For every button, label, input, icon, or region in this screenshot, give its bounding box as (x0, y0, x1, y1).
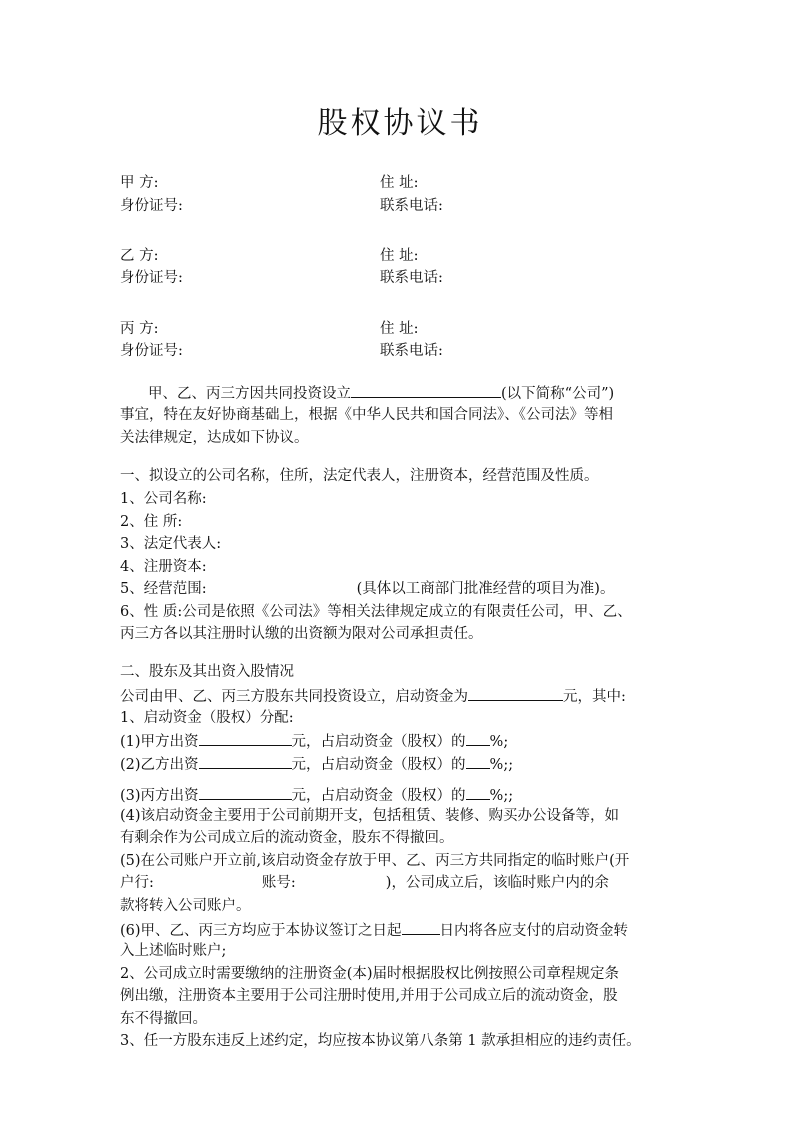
item-2-line-3: 东不得撤回。 (120, 1011, 207, 1027)
clause-6-text-a: (6)甲、乙、丙三方均应于本协议签订之日起 (120, 923, 402, 939)
contribution-c-text: 元，占启动资金（股权）的 (291, 788, 466, 804)
contribution-b-percent: %;; (489, 757, 514, 773)
party-c-address-label: 住 址: (380, 321, 419, 337)
item-2-line-1: 2、公司成立时需要缴纳的注册资金(本)届时根据股权比例按照公司章程规定条 (120, 966, 620, 982)
party-c-name-label: 丙 方: (120, 321, 159, 337)
section-1-item-2: 2、住 所: (120, 514, 183, 530)
section-1-item-4: 4、注册资本: (120, 559, 207, 575)
account-label: 账号: (261, 875, 296, 891)
bank-label: 户行: (120, 875, 154, 891)
intro-text-b: (以下简称“公司”) (501, 386, 615, 402)
intro-line-1 (148, 382, 614, 404)
section-1-item-5 (120, 579, 614, 599)
clause-5-text: )，公司成立后，该临时账户内的余 (385, 875, 609, 891)
item-5-label: 5、经营范围: (120, 581, 207, 597)
contribution-a-amount-blank (199, 730, 292, 746)
clause-6-line-1 (120, 919, 628, 941)
contribution-b-text: 元，占启动资金（股权）的 (291, 757, 466, 773)
party-a-name-label: 甲 方: (120, 175, 159, 191)
document-title: 股权协议书 (317, 106, 483, 141)
party-c-phone-label: 联系电话: (380, 343, 443, 359)
clause-4-line-2: 有剩余作为公司成立后的流动资金，股东不得撤回。 (120, 830, 454, 846)
party-b-id-label: 身份证号: (120, 270, 183, 286)
party-c-contribution (120, 784, 513, 806)
section-1-heading: 一、拟设立的公司名称，住所，法定代表人，注册资本，经营范围及性质。 (120, 468, 599, 484)
contribution-c-percent: %;; (489, 788, 514, 804)
clause-5-line-2 (120, 873, 609, 893)
party-b-name-label: 乙 方: (120, 248, 159, 264)
contribution-c-percent-blank (466, 784, 490, 800)
intro-line-3: 关法律规定，达成如下协议。 (120, 430, 309, 446)
contribution-a-text: 元，占启动资金（股权）的 (291, 734, 466, 750)
section-1-item-1: 1、公司名称: (120, 491, 207, 507)
contribution-a-percent: %; (489, 734, 509, 750)
contribution-b-label: (2)乙方出资 (120, 757, 199, 773)
section-1-item-6-line-1: 6、性 质:公司是依照《公司法》等相关法律规定成立的有限责任公司，甲、乙、 (120, 604, 632, 620)
section-2-line-1 (120, 685, 626, 707)
party-a-address-label: 住 址: (380, 175, 419, 191)
section-1-item-3: 3、法定代表人: (120, 536, 222, 552)
item-2-line-2: 例出缴，注册资本主要用于公司注册时使用,并用于公司成立后的流动资金，股 (120, 988, 618, 1004)
item-3: 3、任一方股东违反上述约定，均应按本协议第八条第 1 款承担相应的违约责任。 (120, 1033, 641, 1049)
company-name-blank (351, 382, 501, 398)
clause-6-line-2: 入上述临时账户; (120, 943, 227, 959)
contribution-b-percent-blank (466, 753, 490, 769)
party-a-phone-label: 联系电话: (380, 198, 443, 214)
days-blank (402, 919, 440, 935)
section-2-line-2: 1、启动资金（股权）分配: (120, 710, 294, 726)
party-b-address-label: 住 址: (380, 248, 419, 264)
contribution-b-amount-blank (199, 753, 292, 769)
contribution-c-label: (3)丙方出资 (120, 788, 199, 804)
contribution-a-percent-blank (466, 730, 490, 746)
clause-4-line-1: (4)该启动资金主要用于公司前期开支，包括租赁、装修、购买办公设备等，如 (120, 808, 620, 824)
startup-fund-blank (468, 685, 563, 701)
intro-text-a: 甲、乙、丙三方因共同投资设立 (148, 386, 351, 402)
clause-5-line-3: 款将转入公司账户。 (120, 898, 251, 914)
section-1-item-6-line-2: 丙三方各以其注册时认缴的出资额为限对公司承担责任。 (120, 626, 483, 642)
contribution-a-label: (1)甲方出资 (120, 734, 199, 750)
party-a-contribution (120, 730, 508, 752)
contribution-c-amount-blank (199, 784, 292, 800)
party-c-id-label: 身份证号: (120, 343, 183, 359)
party-a-id-label: 身份证号: (120, 198, 183, 214)
item-5-note: (具体以工商部门批准经营的项目为准)。 (356, 581, 615, 597)
section-2-heading: 二、股东及其出资入股情况 (120, 664, 294, 680)
startup-fund-unit: 元，其中: (563, 689, 626, 705)
startup-fund-text: 公司由甲、乙、丙三方股东共同投资设立，启动资金为 (120, 689, 468, 705)
clause-5-line-1: (5)在公司账户开立前,该启动资金存放于甲、乙、丙三方共同指定的临时账户(开 (120, 853, 630, 869)
intro-line-2: 事宜，特在友好协商基础上，根据《中华人民共和国合同法》、《公司法》等相 (120, 407, 613, 423)
party-b-phone-label: 联系电话: (380, 270, 443, 286)
clause-6-text-b: 日内将各应支付的启动资金转 (439, 923, 629, 939)
party-b-contribution (120, 753, 513, 775)
